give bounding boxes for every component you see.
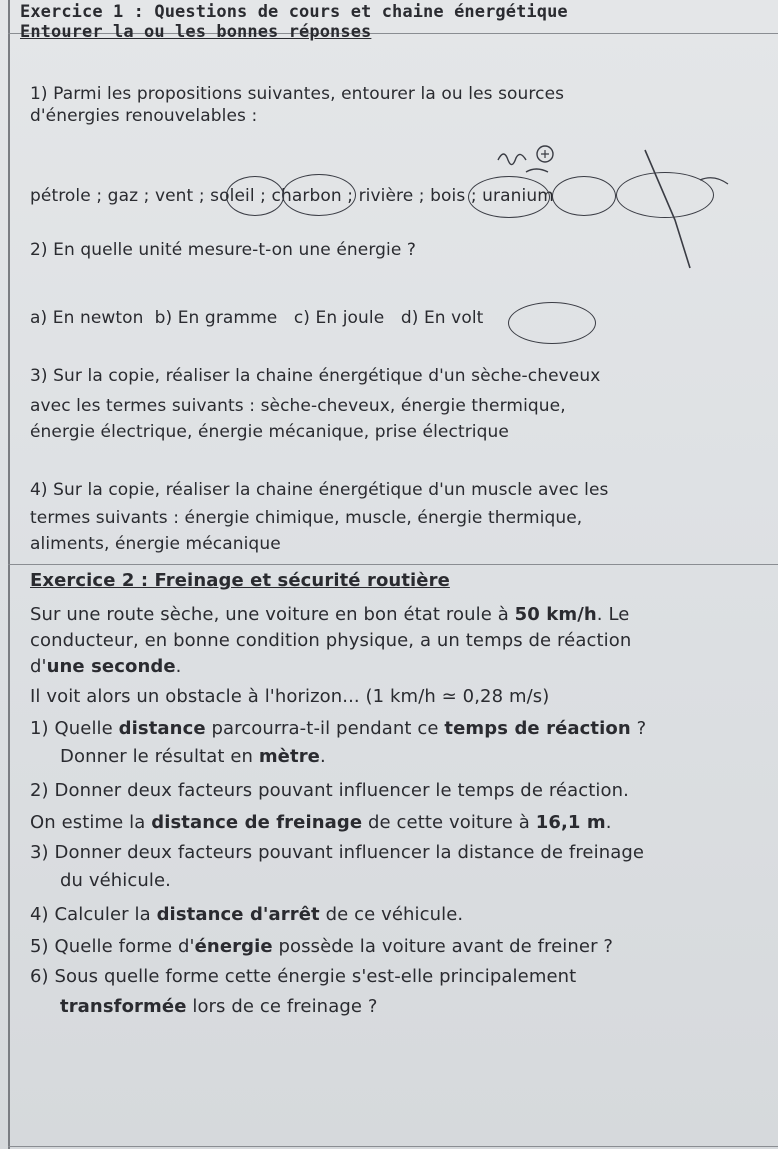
ex2-estimate-line xyxy=(30,812,612,833)
q-bold: transformée xyxy=(60,996,187,1017)
option-petrole: pétrole xyxy=(30,186,91,206)
exercise-2-title: Exercice 2 : Freinage et sécurité routière xyxy=(30,570,450,591)
answer-a: a) En newton xyxy=(30,308,144,328)
option-uranium: uranium xyxy=(482,186,554,206)
hand-circle-uranium xyxy=(616,172,714,218)
separator: ; xyxy=(341,186,359,206)
answer-d: d) En volt xyxy=(400,308,484,328)
ex2-question-3-line-1: 3) Donner deux facteurs pouvant influencer la distance de freinage xyxy=(30,842,645,863)
separator: ; xyxy=(193,186,211,206)
question-4-line-2: termes suivants : énergie chimique, muscle, énergie thermique, xyxy=(30,508,583,528)
question-1-line-1: 1) Parmi les propositions suivantes, entourer la ou les sources xyxy=(30,84,565,104)
q-bold: distance d'arrêt xyxy=(156,904,320,925)
intro-text: d' xyxy=(30,656,47,677)
exercise-1-title: Exercice 1 : Questions de cours et chaine énergétique xyxy=(20,2,568,22)
option-bois: bois xyxy=(430,186,466,206)
q-text: ? xyxy=(630,718,647,739)
speed-value: 50 km/h xyxy=(514,604,597,625)
separator: ; xyxy=(138,186,155,206)
q-text: . xyxy=(605,812,612,833)
exercise-1-instruction: Entourer la ou les bonnes réponses xyxy=(20,22,372,42)
ex2-question-2: 2) Donner deux facteurs pouvant influencer le temps de réaction. xyxy=(30,780,629,801)
intro-text: Sur une route sèche, une voiture en bon état roule à xyxy=(30,604,515,625)
question-4-line-1: 4) Sur la copie, réaliser la chaine énergétique d'un muscle avec les xyxy=(30,480,609,500)
ex2-question-5 xyxy=(30,936,613,957)
q-text: parcourra-t-il pendant ce xyxy=(205,718,445,739)
hand-circle-bois xyxy=(552,176,616,216)
bottom-rule xyxy=(8,1146,778,1147)
intro-text: . Le xyxy=(596,604,630,625)
answer-c: c) En joule xyxy=(293,308,385,328)
q-text: Donner le résultat en xyxy=(60,746,259,767)
question-3-line-3: énergie électrique, énergie mécanique, prise électrique xyxy=(30,422,509,442)
option-charbon: charbon xyxy=(271,186,342,206)
q-text: 4) Calculer la xyxy=(30,904,157,925)
ex2-question-6-line-2 xyxy=(60,996,378,1017)
q-text: possède la voiture avant de freiner ? xyxy=(272,936,614,957)
separator: ; xyxy=(90,186,108,206)
q-text: 5) Quelle forme d' xyxy=(30,936,195,957)
reaction-time-value: une seconde xyxy=(46,656,176,677)
q-text: lors de ce freinage ? xyxy=(186,996,378,1017)
question-3-line-1: 3) Sur la copie, réaliser la chaine énergétique d'un sèche-cheveux xyxy=(30,366,601,386)
exercise-2-intro-line-3 xyxy=(30,656,181,677)
question-1-line-2: d'énergies renouvelables : xyxy=(30,106,258,126)
option-vent: vent xyxy=(154,186,194,206)
q-text: . xyxy=(319,746,326,767)
ex2-question-4 xyxy=(30,904,463,925)
q-text: de cette voiture à xyxy=(362,812,536,833)
q-text: 1) Quelle xyxy=(30,718,119,739)
q-bold: distance xyxy=(118,718,206,739)
ex2-question-1-line-2 xyxy=(60,746,326,767)
separator: ; xyxy=(254,186,272,206)
separator: ; xyxy=(465,186,483,206)
q-bold: mètre xyxy=(258,746,320,767)
ex2-question-1-line-1 xyxy=(30,718,646,739)
ex2-question-3-line-2: du véhicule. xyxy=(60,870,171,891)
q-text: On estime la xyxy=(30,812,152,833)
option-gaz: gaz xyxy=(107,186,139,206)
q-text: de ce véhicule. xyxy=(319,904,464,925)
answer-b: b) En gramme xyxy=(154,308,278,328)
separator: ; xyxy=(413,186,431,206)
question-4-line-3: aliments, énergie mécanique xyxy=(30,534,281,554)
exercise-2-intro-line-2: conducteur, en bonne condition physique, a un temps de réaction xyxy=(30,630,632,651)
exercise-divider xyxy=(8,564,778,565)
exercise-2-intro-line-4: Il voit alors un obstacle à l'horizon... (1 km/h ≃ 0,28 m/s) xyxy=(30,686,550,707)
question-2-text: 2) En quelle unité mesure-t-on une énergie ? xyxy=(30,240,417,260)
question-3-line-2: avec les termes suivants : sèche-cheveux, énergie thermique, xyxy=(30,396,566,416)
exercise-2-intro-line-1 xyxy=(30,604,629,625)
energy-options-line xyxy=(30,186,554,206)
question-2-answers xyxy=(30,308,483,328)
option-soleil: soleil xyxy=(210,186,255,206)
ex2-question-6-line-1: 6) Sous quelle forme cette énergie s'est-elle principalement xyxy=(30,966,577,987)
q-bold: distance de freinage xyxy=(151,812,363,833)
option-riviere: rivière xyxy=(358,186,414,206)
left-margin-line xyxy=(8,0,10,1149)
intro-text: . xyxy=(175,656,182,677)
q-bold: énergie xyxy=(194,936,273,957)
q-bold: temps de réaction xyxy=(444,718,631,739)
hand-circle-joule xyxy=(508,302,596,344)
braking-distance-value: 16,1 m xyxy=(535,812,606,833)
